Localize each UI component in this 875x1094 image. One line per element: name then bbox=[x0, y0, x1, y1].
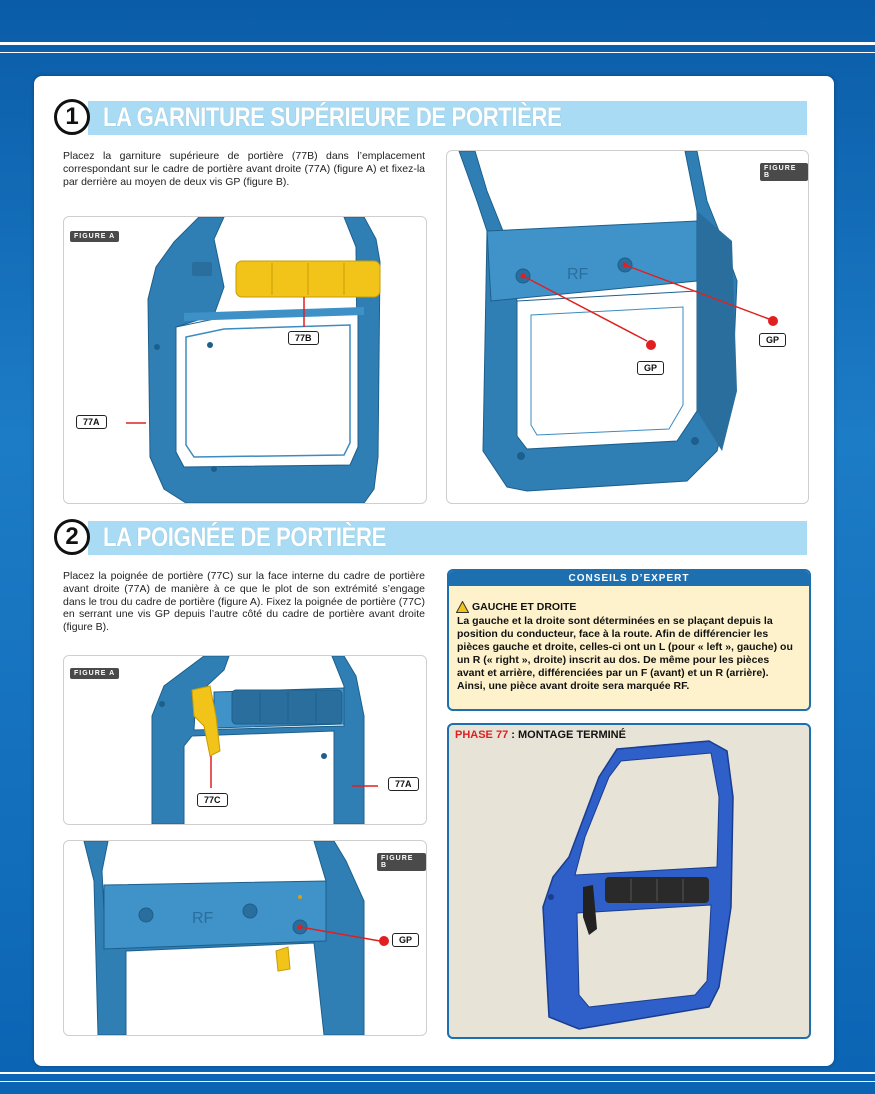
top-stripe-thin bbox=[0, 52, 875, 53]
bottom-stripe bbox=[0, 1072, 875, 1074]
expert-tip-box bbox=[447, 569, 811, 711]
phase-panel bbox=[447, 723, 811, 1039]
completed-door-illustration bbox=[449, 737, 809, 1037]
label-gp: GP bbox=[759, 333, 786, 347]
figure-tag: FIGURE B bbox=[377, 853, 426, 871]
screw-icon bbox=[379, 936, 389, 946]
warning-triangle-icon bbox=[456, 601, 469, 613]
phase-label: PHASE 77 bbox=[455, 729, 509, 741]
screw-icon bbox=[646, 340, 656, 350]
screw-icon bbox=[768, 316, 778, 326]
emboss-text: RF bbox=[567, 266, 589, 283]
figure-tag: FIGURE A bbox=[70, 668, 119, 679]
emboss-text: RF bbox=[192, 910, 214, 927]
expert-tip-subtitle: GAUCHE ET DROITE bbox=[472, 601, 577, 613]
label-77c: 77C bbox=[197, 793, 228, 807]
label-77b: 77B bbox=[288, 331, 319, 345]
figure-tag: FIGURE B bbox=[760, 163, 808, 181]
section1-title: LA GARNITURE SUPÉRIEURE DE PORTIÈRE bbox=[103, 102, 562, 132]
section1-figure-a bbox=[63, 216, 427, 504]
figure-tag: FIGURE A bbox=[70, 231, 119, 242]
section2-figure-a bbox=[63, 655, 427, 825]
label-77a: 77A bbox=[388, 777, 419, 791]
section2-figure-b bbox=[63, 840, 427, 1036]
section2-text: Placez la poignée de portière (77C) sur la face interne du cadre de portière avant droite (77A) de manière à ce que le plot de son extrémité s’engage dans le trou du cadre de portière (figure A). Fixez la poignée de portière (77C) en serrant une vis GP depuis l’autre côté du cadre de portière avant droite (figure B). bbox=[63, 570, 425, 634]
label-77a: 77A bbox=[76, 415, 107, 429]
section2-number: 2 bbox=[54, 519, 90, 555]
door-handle-illustration bbox=[64, 656, 426, 824]
expert-tip-header: CONSEILS D’EXPERT bbox=[449, 571, 809, 586]
section1-figure-b bbox=[446, 150, 809, 504]
label-gp: GP bbox=[637, 361, 664, 375]
door-frame-back-illustration bbox=[447, 151, 808, 503]
section2-title: LA POIGNÉE DE PORTIÈRE bbox=[103, 522, 386, 552]
phase-separator: : bbox=[508, 729, 518, 741]
phase-text: MONTAGE TERMINÉ bbox=[517, 729, 626, 741]
top-stripe bbox=[0, 42, 875, 45]
label-gp: GP bbox=[392, 933, 419, 947]
door-frame-illustration bbox=[64, 217, 426, 503]
bottom-stripe-thin bbox=[0, 1081, 875, 1082]
expert-tip-body: La gauche et la droite sont déterminées en se plaçant depuis la position du conducteur, face à la route. Afin de différencier les pièces gauche et droite, celles-ci ont un L (pour « left », gauche) ou un R (« right », droite) inscrit au dos. De même pour les pièces avant et arrière, différenciées par un F (avant) et un R (arrière). Ainsi, une pièce avant droite sera marquée RF. bbox=[457, 615, 793, 692]
section1-number: 1 bbox=[54, 99, 90, 135]
door-handle-back-illustration bbox=[64, 841, 426, 1035]
section1-text: Placez la garniture supérieure de portière (77B) dans l’emplacement correspondant sur le cadre de portière avant droite (77A) (figure A) et fixez-la par derrière au moyen de deux vis GP (figure B). bbox=[63, 150, 425, 188]
